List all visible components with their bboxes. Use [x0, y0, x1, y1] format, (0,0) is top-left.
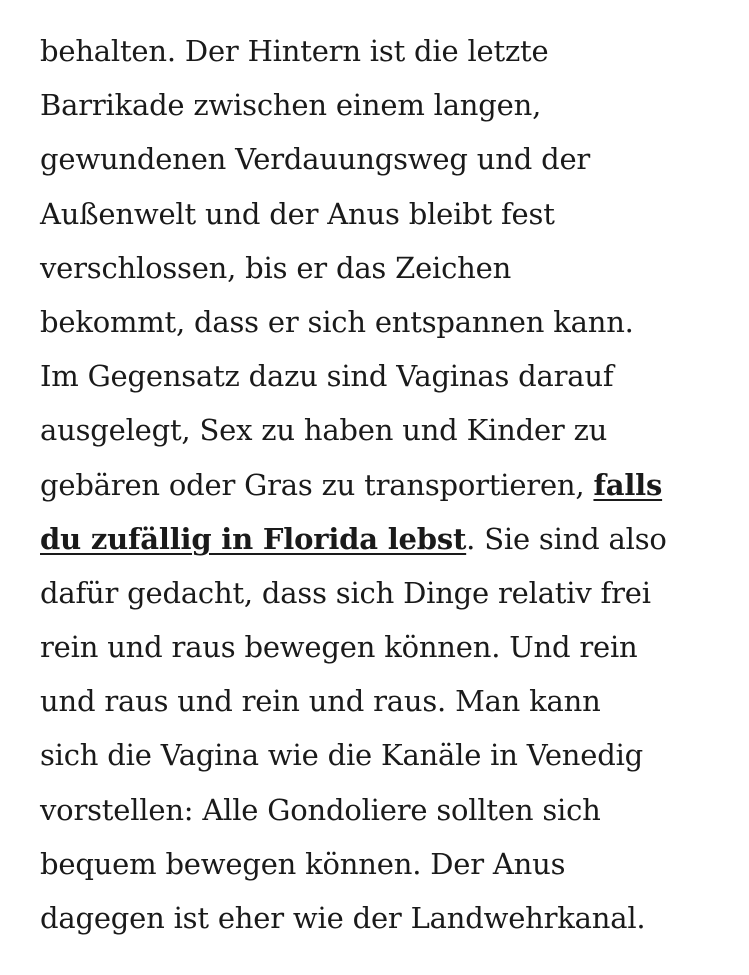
text-line: behalten. Der Hintern ist die letzte [40, 34, 549, 68]
text-line: vorstellen: Alle Gondoliere sollten sich [40, 792, 601, 827]
text-line: und raus und rein und raus. Man kann [40, 684, 601, 719]
text-line: ausgelegt, Sex zu haben und Kinder zu [40, 413, 608, 448]
text-line: dagegen ist eher wie der Landwehrkanal. [40, 901, 646, 935]
text-line: dafür gedacht, dass sich Dinge relativ frei [40, 575, 651, 610]
text-segment: . Sie sind also [466, 521, 667, 556]
text-line: rein und raus bewegen können. Und rein [40, 630, 638, 665]
text-line: sich die Vagina wie die Kanäle in Venedig [40, 738, 644, 773]
text-line-with-link [40, 512, 730, 566]
florida-link-continued[interactable]: du zufällig in Florida lebst [40, 521, 467, 556]
text-line: Barrikade zwischen einem langen, [40, 88, 542, 123]
text-line: gewundenen Verdauungsweg und der [40, 142, 591, 177]
text-line-with-link [40, 458, 730, 512]
text-line: Im Gegensatz dazu sind Vaginas darauf [40, 359, 614, 394]
text-line: Außenwelt und der Anus bleibt fest [40, 196, 555, 231]
article-body [40, 24, 730, 945]
florida-link[interactable]: falls [593, 467, 663, 502]
text-line: verschlossen, bis er das Zeichen [40, 250, 512, 285]
text-segment: gebären oder Gras zu transportieren, [40, 467, 594, 502]
text-line: bequem bewegen können. Der Anus [40, 846, 566, 881]
text-line: bekommt, dass er sich entspannen kann. [40, 304, 634, 339]
